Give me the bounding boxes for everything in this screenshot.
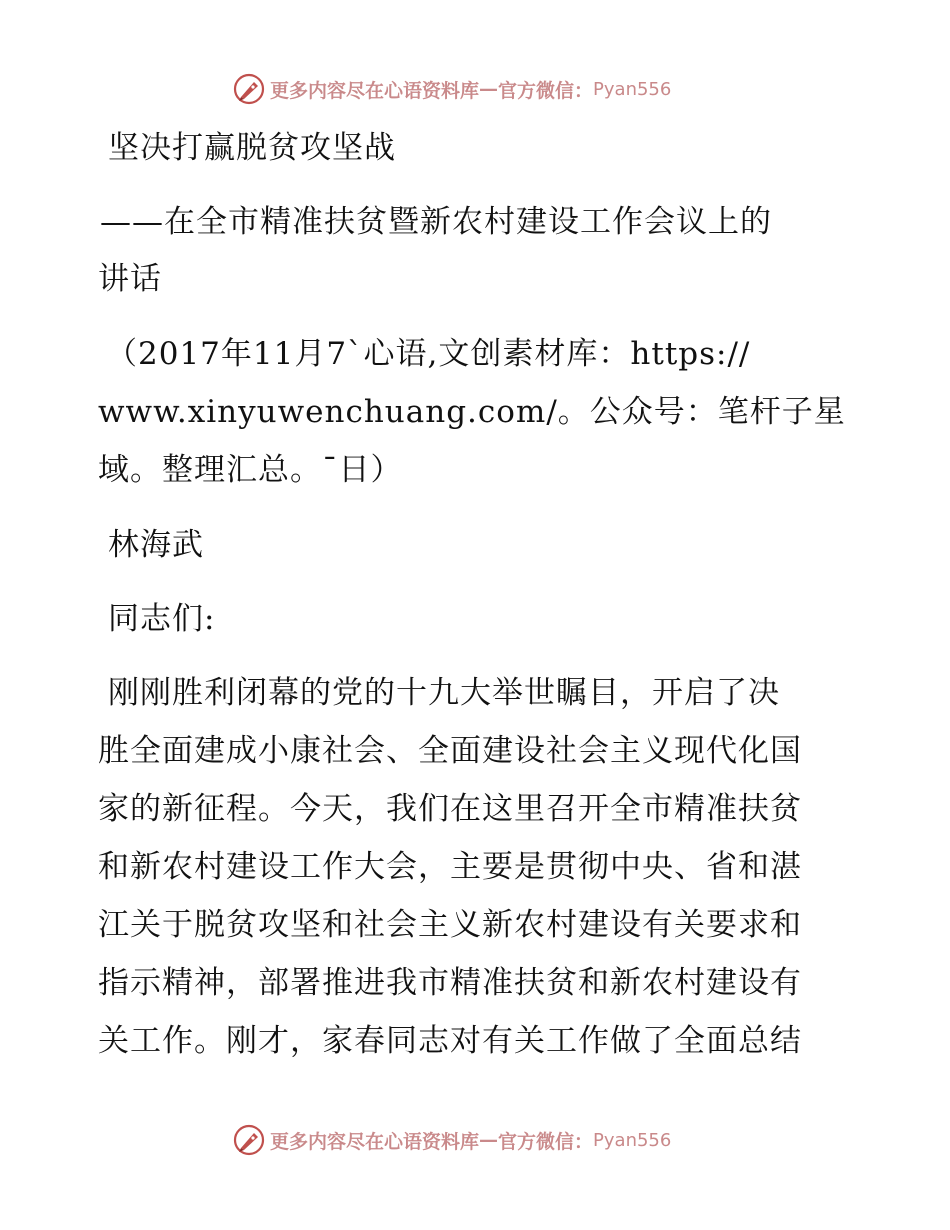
banner-text: 更多内容尽在心语资料库 <box>270 1130 480 1153</box>
date-line-3: 域。整理汇总。¯日） <box>98 452 403 488</box>
banner-wechat-id: Pyan556 <box>593 1129 672 1151</box>
body-line: 指示精神，部署推进我市精准扶贫和新农村建设有 <box>98 965 802 1001</box>
date-line-1: （2017年11月7`心语,文创素材库：https:// <box>106 336 751 372</box>
banner-text: 更多内容尽在心语资料库 <box>270 79 480 102</box>
body-line: 和新农村建设工作大会，主要是贯彻中央、省和湛 <box>98 849 802 885</box>
author-name: 林海武 <box>108 527 204 563</box>
banner-wechat-label: 官方微信： <box>498 79 594 102</box>
subtitle-line-1: ——在全市精准扶贫暨新农村建设工作会议上的 <box>100 204 772 240</box>
body-line: 江关于脱贫攻坚和社会主义新农村建设有关要求和 <box>98 907 802 943</box>
document-title: 坚决打赢脱贫攻坚战 <box>108 130 396 166</box>
body-line: 家的新征程。今天，我们在这里召开全市精准扶贫 <box>98 791 802 827</box>
salutation: 同志们: <box>108 601 216 637</box>
banner-wechat-label: 官方微信： <box>498 1130 594 1153</box>
banner-dash: — <box>479 1129 499 1151</box>
footer-watermark-banner <box>232 1123 671 1157</box>
date-line-2: www.xinyuwenchuang.com/。公众号：笔杆子星 <box>98 394 846 430</box>
banner-dash: — <box>479 78 499 100</box>
pen-nib-logo-icon <box>232 72 266 106</box>
header-watermark-banner <box>232 72 671 106</box>
body-line: 关工作。刚才，家春同志对有关工作做了全面总结 <box>98 1023 802 1059</box>
banner-wechat-id: Pyan556 <box>593 78 672 100</box>
pen-nib-logo-icon <box>232 1123 266 1157</box>
body-line: 胜全面建成小康社会、全面建设社会主义现代化国 <box>98 733 802 769</box>
body-line: 刚刚胜利闭幕的党的十九大举世瞩目，开启了决 <box>108 675 780 711</box>
subtitle-line-2: 讲话 <box>98 261 162 297</box>
